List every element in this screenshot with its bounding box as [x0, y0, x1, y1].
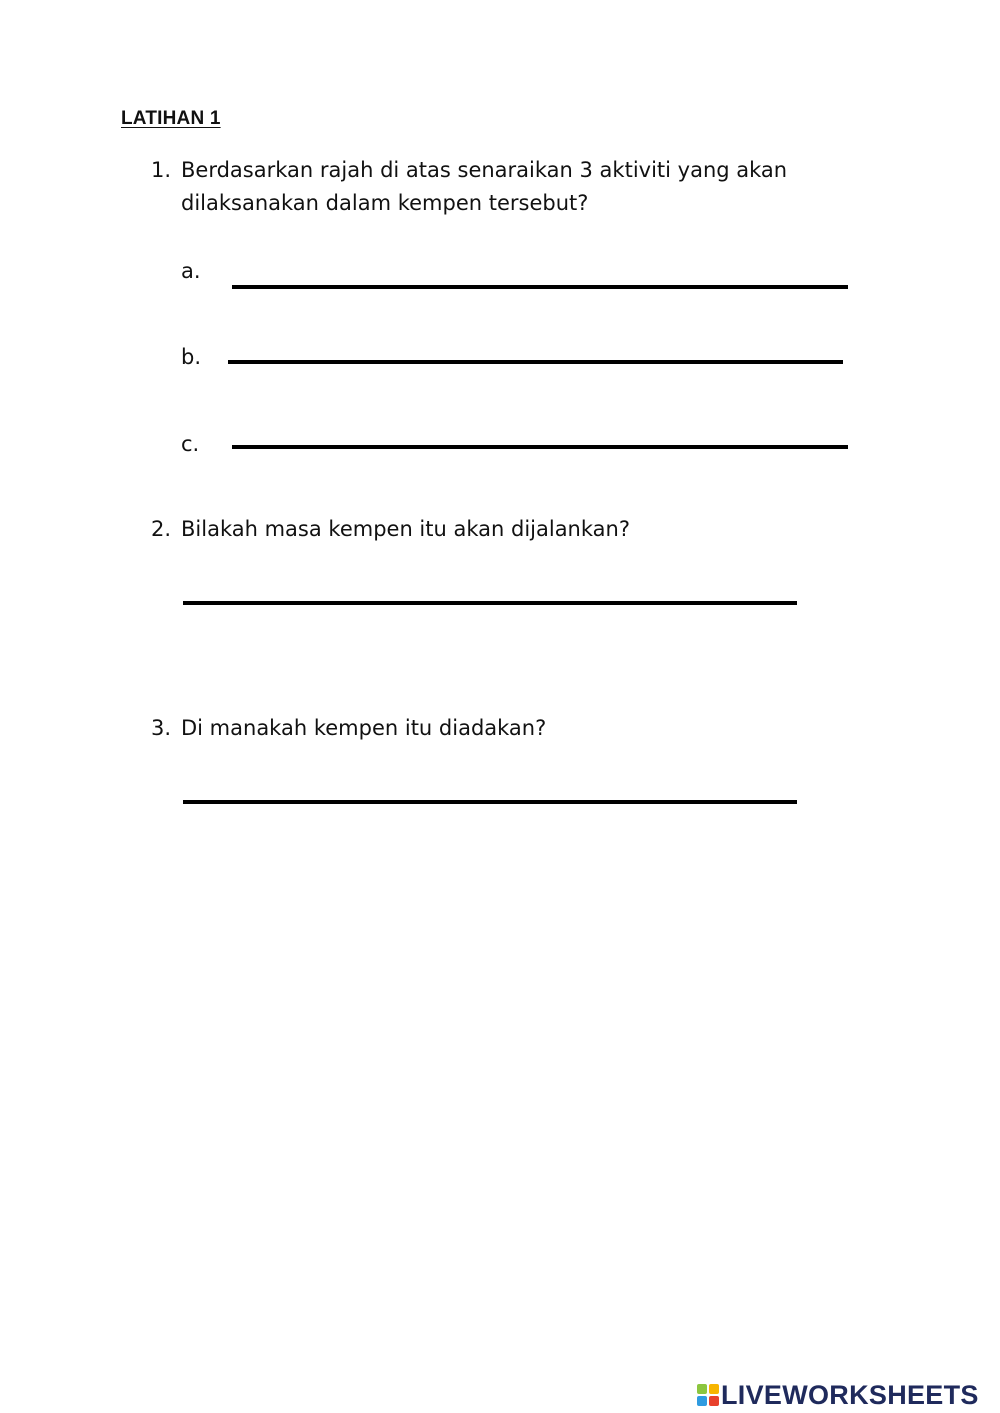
question-3-number: 3.: [151, 716, 172, 740]
question-1-text-line-1: Berdasarkan rajah di atas senaraikan 3 aktiviti yang akan: [181, 158, 788, 182]
liveworksheets-logo[interactable]: [697, 1378, 979, 1412]
question-2-text: Bilakah masa kempen itu akan dijalankan?: [181, 517, 630, 541]
question-1-text-line-2: dilaksanakan dalam kempen tersebut?: [181, 191, 589, 215]
answer-line-1a[interactable]: [232, 285, 848, 289]
liveworksheets-brand-text: LIVEWORKSHEETS: [721, 1379, 979, 1410]
question-1-item-b-label: b.: [181, 345, 202, 369]
answer-line-1b[interactable]: [228, 360, 843, 364]
answer-line-3[interactable]: [183, 800, 797, 804]
liveworksheets-logo-icon: [697, 1384, 719, 1406]
worksheet-title: LATIHAN 1: [121, 108, 221, 129]
answer-line-2[interactable]: [183, 601, 797, 605]
question-3-text: Di manakah kempen itu diadakan?: [181, 716, 547, 740]
question-1-item-a-label: a.: [181, 259, 201, 283]
question-1-item-c-label: c.: [181, 432, 200, 456]
question-2-number: 2.: [151, 517, 172, 541]
answer-line-1c[interactable]: [232, 445, 848, 449]
question-1-number: 1.: [151, 158, 172, 182]
